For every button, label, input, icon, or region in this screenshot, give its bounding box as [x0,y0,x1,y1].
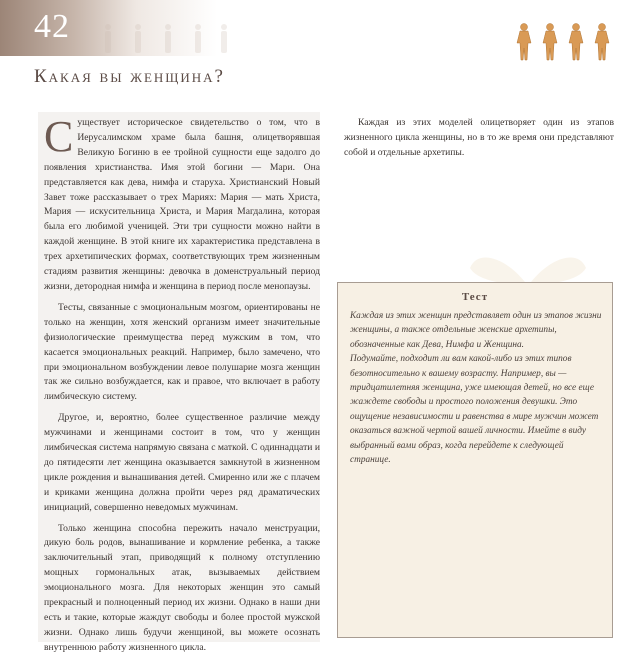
paragraph [44,112,320,295]
page-title: Какая вы женщина? [34,66,225,87]
test-paragraph: Каждая из этих женщин представляет один из этапов жизни женщины, а также отдельные женские архетипы, обозначенные как Дева, Нимфа и Женщина. [350,311,602,350]
test-title: Тест [461,291,489,303]
drop-cap: С [44,112,74,161]
test-box [337,282,613,638]
test-paragraph: Подумайте, подходит ли вам какой-либо из этих типов безотносительно к вашему возрасту. Например, вы — тридцатилетняя женщина, уже имеющая детей, но все еще жаждете свободы и простого положения девушки. Это ощущение независимости и равенства в мире мужчин может оказаться важной чертой вашей личности. Имейте в виду выбранный вами образ, когда перейдете к следующей странице. [350,354,599,466]
test-body [350,309,602,467]
page-number: 42 [34,8,70,45]
butterfly-icon [468,238,588,288]
left-column [44,112,320,662]
right-column [344,116,614,161]
paragraph: Каждая из этих моделей олицетворяет один из этапов жизненного цикла женщины, но в то же время они представляют собой и отдельные архетипы. [344,117,614,158]
paragraph: Тесты, связанные с эмоциональным мозгом, ориентированы не только на женщин, хотя женский организм имеет значительные физиологические преимущества перед мужским в том, что касается эмоциональных реакций. Например, было замечено, что при эмоциональном возбуждении левое полушарие мозга женщин так же сильно возбуждается, как и правое, что включает в работу лимбическую систему. [44,301,320,403]
paragraph-text: уществует историческое свидетельство о том, что в Иерусалимском храме была башня, олицетворявшая Великую Богиню в ее тройной сущности еще задолго до появления христианства. Имя этой богини — Мари. Она представляется как дева, нимфа и старуха. Христианский Новый Завет тоже рассказывает о трех Мариях: Мария — мать Христа, Мария — искусительница Христа, и Мария Магдалина, которая была его любимой ученицей. Эти три сущности можно найти в каждой женщине. В этой книге их характеристика представлена в трех архетипических формах, соответствующих трем жизненным стадиям развития женщины: девочка в доменструальный период жизни, детородная нимфа и женщина в период после менопаузы. [44,117,320,292]
paragraph: Только женщина способна пережить начало менструации, дикую боль родов, вынашивание и кормление ребенка, а также заключительный этап, приводящий к полному отступлению мощных гормональных атак, вызываемых действием эмоционального мозга. Для некоторых женщин это самый прекрасный и полноценный период их жизни. Однако в наши дни есть и такие, которые жаждут свободы и более простой мужской жизни. Однако лишь будучи женщиной, вы можете осознать внутреннюю работу жизненного цикла. [44,522,320,653]
paragraph: Другое, и, вероятно, более существенное различие между мужчинами и женщинами состоит в том, что у женщин лимбическая система напрямую связана с маткой. С одиннадцати и до пятидесяти лет женщина оказывается замкнутой в жизненном цикле рождения и вынашивания детей. Смиренно или же с плачем и криками женщина должна пройти через ряд драматических инициаций, совершенно неведомых мужчинам. [44,412,320,513]
ghost-figures-icon [96,22,236,56]
human-figures-icon [512,22,616,62]
